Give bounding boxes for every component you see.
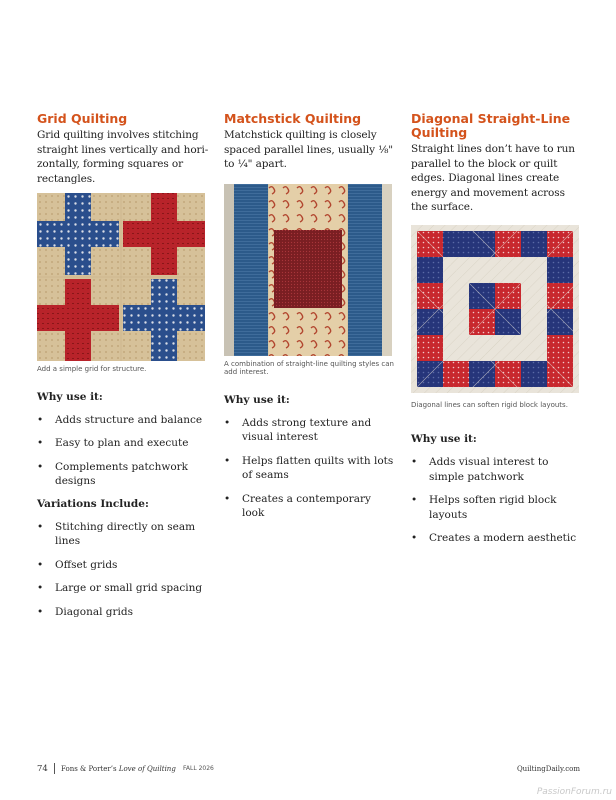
list-item: • Large or small grid spacing [37,581,209,596]
list-item: • Stitching directly on seam lines [37,520,209,549]
variations-list [37,520,209,620]
column-grid-quilting [37,112,209,628]
list-item: • Adds strong texture and visual interest [224,416,396,445]
section-heading: Matchstick Quilting [224,111,362,126]
why-use-heading: Why use it: [224,393,290,406]
magazine-title [61,765,176,773]
footer-divider [54,763,55,774]
photo-caption: Diagonal lines can soften rigid block layouts. [411,400,568,409]
variations-heading: Variations Include: [37,497,149,510]
list-item: • Helps flatten quilts with lots of seams [224,454,396,483]
section-heading: Grid Quilting [37,111,128,126]
photo-caption: A combination of straight-line quilting styles can add interest. [224,359,394,376]
magazine-name: Love of Quilting [118,765,176,773]
section-intro: Matchstick quilting is closely spaced parallel lines, usually ⅛" to ¼" apart. [224,129,394,170]
photo-caption: Add a simple grid for structure. [37,365,147,373]
column-matchstick-quilting [224,112,396,530]
section-intro: Grid quilting involves stitching straight lines vertically and hori-zontally, forming squares or rectangles. [37,129,209,185]
list-item: • Adds structure and balance [37,413,209,428]
section-heading: Diagonal Straight-Line Quilting [411,111,571,140]
section-intro: Straight lines don’t have to run parallel to the block or quilt edges. Diagonal lines create energy and movement across the surface. [411,143,575,213]
why-use-heading: Why use it: [37,390,103,403]
list-item: • Diagonal grids [37,605,209,620]
watermark: PassionForum.ru [536,787,612,797]
why-use-list [224,416,396,521]
why-use-heading: Why use it: [411,433,477,445]
why-use-list [411,455,583,546]
list-item: • Easy to plan and execute [37,436,209,451]
why-use-list [37,413,209,489]
list-item: • Helps soften rigid block layouts [411,493,583,522]
list-item: • Creates a modern aesthetic [411,531,583,546]
grid-quilt-photo [37,193,205,361]
matchstick-quilt-photo [224,184,392,356]
list-item: • Creates a contemporary look [224,492,396,521]
page-number: 74 [37,764,48,774]
list-item: • Offset grids [37,558,209,573]
issue-label: FALL 2026 [183,765,214,772]
website-link[interactable]: QuiltingDaily.com [516,765,580,773]
page-footer [37,764,580,776]
list-item: • Complements patchwork designs [37,460,209,489]
list-item: • Adds visual interest to simple patchwork [411,455,583,484]
magazine-publisher: Fons & Porter’s [61,765,119,773]
column-diagonal-quilting [411,112,583,555]
diagonal-quilt-photo [411,225,579,393]
